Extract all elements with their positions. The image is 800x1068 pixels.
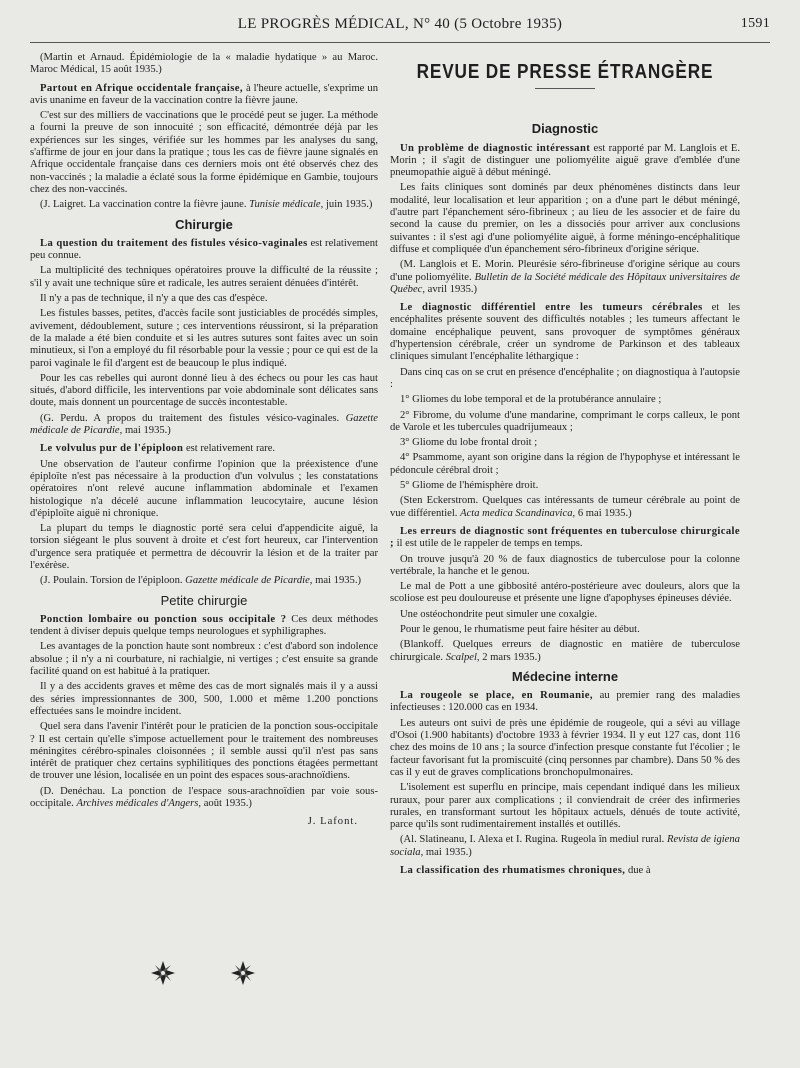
article-erreurs: Les erreurs de diagnostic sont fréquentes en tuberculose chirurgicale ; il est utile de le rappeler de temps en temps. On trouve jusqu'à 20 % de faux diagnostics de tuberculose pour la colonne vertébrale, la hanche et le genou. Le mal de Pott a une gibbosité antéro-postérieure avec douleurs, alors que la scoliose est peu douloureuse et présente une ligne d'apophyses épineuses déviée. Une ostéochondrite peut simuler une coxalgie. Pour le genou, le rhumatisme peut faire hésiter au début. (Blankoff. Quelques erreurs de diagnostic en matière de tuberculose chirurgicale. Scalpel, 2 mars 1935.) (390, 525, 740, 663)
page-number: 1591 (740, 16, 770, 31)
citation: (G. Perdu. A propos du traitement des fistules vésico-vaginales. Gazette médicale de Picardie, mai 1935.) (30, 412, 378, 437)
journal-title: LE PROGRÈS MÉDICAL, N° 40 (5 Octobre 1935) (237, 16, 563, 32)
header-rule (30, 42, 770, 43)
citation: (M. Langlois et E. Morin. Pleurésie séro-fibrineuse d'origine sérique au cours d'une poliomyélite. Bulletin de la Société médicale des Hôpitaux universitaires de Québec, avril 1935.) (390, 259, 740, 295)
paragraph: C'est sur des milliers de vaccinations que le procédé peut se juger. La méthode a fourni la preuve de son innocuité ; son efficacité, démontrée déjà par les expériences sur les singes, vérifiée sur les hommes par les analyses du sang, s'affirme de jour en jour dans la pratique ; tous les cas de fièvre jaune signalés en Afrique occidentale française dans ces derniers mois ont été observés chez des non-vaccinés ; la maladie a éclaté sous la forme épidémique en Gambie, toujours chez des non-vaccinés. (30, 110, 378, 195)
paragraph: Les avantages de la ponction haute sont nombreux : c'est d'abord son indolence absolue ; il n'y a ni courbature, ni rachialgie, ni vertiges ; c'est ensuite sa grande facilité quand on est habitué à la pratiquer. (30, 641, 378, 678)
article-lead: Le diagnostic différentiel entre les tumeurs cérébrales (400, 302, 703, 314)
article-tumeurs: Le diagnostic différentiel entre les tumeurs cérébrales et les encéphalites présente souvent des difficultés notables ; les tumeurs affectant le domaine encéphalique peuvent, sans provoquer de symptômes généraux d'hypertension cérébrale, créer un syndrome de Parkinson et des tableaux cliniques simulant l'encéphalite léthargique : Dans cinq cas on se crut en présence d'encéphalite ; on diagnostiqua à l'autopsie : 1° Gliomes du lobe temporal et de la protubérance annulaire ; 2° Fibrome, du volume d'une mandarine, comprimant le corps calleux, le pont de Varole et les tubercules quadrijumeaux ; 3° Gliome du lobe frontal droit ; 4° Psammome, ayant son origine dans la région de l'hypophyse et intéressant le pédoncule cérébral droit ; 5° Gliome de l'hémisphère droit. (Sten Eckerstrom. Quelques cas intéressants de tumeur cérébrale au point de vue différentiel. Acta medica Scandinavica, 6 mai 1935.) (390, 302, 740, 519)
article-lead: La rougeole se place, en Roumanie, (400, 690, 593, 702)
paragraph: Une ostéochondrite peut simuler une coxalgie. (400, 608, 598, 620)
ornament-star-icon (150, 960, 176, 986)
paragraph: Quel sera dans l'avenir l'intérêt pour le praticien de la ponction sous-occipitale ? Il est certain qu'elle s'impose actuellement pour le traitement des nombreuses méningites cérébro-spinales cloisonnées ; il semble aussi qu'il n'est pas sans intérêt de pratiquer chez certains syphilitiques des ponctions étagées permettant de trouver une lésion, localisée en un point des espaces sous-arachnoïdiens. (30, 721, 378, 782)
section-heading-chirurgie: Chirurgie (175, 216, 233, 232)
paragraph: Pour le genou, le rhumatisme peut faire hésiter au début. (400, 623, 640, 635)
paragraph: Il y a des accidents graves et même des cas de mort signalés mais il y a aussi des séries impressionnantes de 300, 500, 1.000 et même 1.200 ponctions effectuées sans le moindre incident. (30, 681, 378, 717)
paragraph: Il n'y a pas de technique, il n'y a que des cas d'espèce. (40, 293, 268, 305)
list-item: 2° Fibrome, du volume d'une mandarine, comprimant le corps calleux, le pont de Varole et les tubercules quadrijumeaux ; (390, 409, 740, 433)
paragraph: La plupart du temps le diagnostic porté sera celui d'appendicite aiguë, la torsion siégeant le plus souvent à droite et c'est fort heureux, car l'intervention d'urgence sera pratiquée et permettra de découvrir la lésion et de la traiter par l'exérèse. (30, 523, 378, 571)
article-lead: Un problème de diagnostic intéressant (400, 142, 591, 154)
paragraph: Le mal de Pott a une gibbosité antéro-postérieure avec douleurs, alors que la scoliose est peu douloureuse et présente une ligne d'apophyses épineuses déviée. (390, 581, 740, 605)
article-ponction: Ponction lombaire ou ponction sous occipitale ? Ces deux méthodes tendent à diviser depuis quelque temps neurologues et syphiligraphes. Les avantages de la ponction haute sont nombreux : c'est d'abord son indolence absolue ; il n'y a ni courbature, ni rachialgie, ni vertiges ; c'est ensuite sa grande facilité quand on est habitué à la pratiquer. Il y a des accidents graves et même des cas de mort signalés mais il y a aussi des séries impressionnantes de 300, 500, 1.000 et même 1.200 ponctions effectuées sans le moindre incident. Quel sera dans l'avenir l'intérêt pour le praticien de la ponction sous-occipitale ? Il est certain qu'elle s'impose actuellement pour le traitement des nombreuses méningites cérébro-spinales cloisonnées ; il semble aussi qu'il n'est pas sans intérêt de pratiquer chez certains syphilitiques des ponctions étagées permettant de trouver une lésion, localisée en un point des espaces sous-arachnoïdiens. (D. Denéchau. La ponction de l'espace sous-arachnoïdien par voie sous-occipitale. Archives médicales d'Angers, août 1935.) (30, 613, 378, 810)
article-lead: Ponction lombaire ou ponction sous occipitale ? (40, 613, 287, 625)
paragraph: Pour les cas rebelles qui auront donné lieu à des échecs ou pour les cas haut situés, d'abord difficile, les interventions par voie abdominale sont délicates sans doute, mais donnent un pourcentage de succès incontestable. (30, 372, 378, 409)
article-rhumatismes: La classification des rhumatismes chroniques, due à (400, 865, 651, 877)
section-heading-petite-chirurgie: Petite chirurgie (160, 592, 248, 608)
article-lead: Le volvulus pur de l'épiploon (40, 443, 184, 455)
paragraph: Une observation de l'auteur confirme l'opinion que la préexistence d'une épiploïte n'est pas nécessaire à la production d'un volvulus ; les constatations opératoires n'ont relevé aucune inflammation abdominale et l'examen histologique n'a décelé aucune inflammation leucocytaire, aucune lésion d'épiploïte aiguë ni chronique. (30, 458, 378, 519)
list-item: 1° Gliomes du lobe temporal et de la protubérance annulaire ; (400, 394, 662, 406)
paragraph: L'isolement est superflu en principe, mais cependant indiqué dans les milieux ruraux, pour parer aux complications ; il conviendrait de créer des infirmeries rurales, en transformant surtout les hôpitaux actuels, dénués de toute activité, parce qu'ils sont rudimentairement installés et outillés. (390, 782, 740, 831)
citation: (Sten Eckerstrom. Quelques cas intéressants de tumeur cérébrale au point de vue différentiel. Acta medica Scandinavica, 6 mai 1935.) (390, 495, 740, 519)
article-probleme: Un problème de diagnostic intéressant est rapporté par M. Langlois et E. Morin ; il s'agit de distinguer une poliomyélite aiguë grave d'emblée d'une pneumopathie aiguë à début méningé. Les faits cliniques sont dominés par deux phénomènes distincts dans leur modalité, leur localisation et leur apparition ; on a d'une part le début méningé, d'autre part l'épanchement séro-fibrineux ; au lieu de les associer et de faire du second la cause du premier, on les a dissociés pour arriver aux conclusions suivantes : il s'est agi d'une poliomyélite aiguë, à forme méningo-encéphalitique diffuse et compliquée d'un épanchement séro-fibrineux d'origine sérique. (M. Langlois et E. Morin. Pleurésie séro-fibrineuse d'origine sérique au cours d'une poliomyélite. Bulletin de la Société médicale des Hôpitaux universitaires de Québec, avril 1935.) (390, 142, 740, 295)
section-heading-diagnostic: Diagnostic (531, 121, 599, 137)
article-text: à l'heure actuelle, s'exprime un avis unanime en faveur de la vaccination contre la fièvre jaune. (30, 82, 378, 106)
citation: (Blankoff. Quelques erreurs de diagnostic en matière de tuberculose chirurgicale. Scalpel, 2 mars 1935.) (390, 639, 740, 663)
article-afrique (30, 83, 378, 212)
paragraph: On trouve jusqu'à 20 % de faux diagnostics de tuberculose pour la colonne vertébrale, la hanche et le genou. (390, 553, 740, 577)
article-fistules: La question du traitement des fistules vésico-vaginales est relativement peu connue. La multiplicité des techniques opératoires prouve la difficulté de la réussite ; s'il y avait une technique sûre et radicale, les autres seraient dénuées d'intérêt. Il n'y a pas de technique, il n'y a que des cas d'espèce. Les fistules basses, petites, d'accès facile sont justiciables de procédés simples, avivement, dédoublement, suture ; ces interventions réussiront, si la préparation de la malade a été bien conduite et si les autres sutures sont faites avec un soin minutieux, si l'on a employé du fil résorbable pour la vessie ; pour ce qui est de la paroi vaginale le fil d'argent est de beaucoup le plus indiqué. Pour les cas rebelles qui auront donné lieu à des échecs ou pour les cas haut situés, d'abord difficile, les interventions par voie abdominale sont délicates sans doute, mais donnent un pourcentage de succès incontestable. (G. Perdu. A propos du traitement des fistules vésico-vaginales. Gazette médicale de Picardie, mai 1935.) (30, 237, 378, 437)
paragraph: La multiplicité des techniques opératoires prouve la difficulté de la réussite ; s'il y avait une technique sûre et radicale, les autres seraient dénuées d'intérêt. (30, 265, 378, 289)
ornament-star-icon (230, 960, 256, 986)
list-item: 5° Gliome de l'hémisphère droit. (400, 480, 539, 492)
list-item: 4° Psammome, ayant son origine dans la région de l'hypophyse et intéressant le pédoncule cérébral droit ; (390, 452, 740, 476)
section-heading-medecine-interne: Médecine interne (511, 668, 619, 684)
paragraph: Les fistules basses, petites, d'accès facile sont justiciables de procédés simples, avivement, dédoublement, suture ; ces interventions réussiront, si la préparation de la malade a été bien conduite et si les autres sutures sont faites avec un soin minutieux, si l'on a employé du fil résorbable pour la vessie ; pour ce qui est de la paroi vaginale le fil d'argent est de beaucoup le plus indiqué. (30, 308, 378, 369)
article-rougeole: La rougeole se place, en Roumanie, au premier rang des maladies infectieuses : 120.000 cas en 1934. Les auteurs ont suivi de près une épidémie de rougeole, qui a sévi au village d'Osoi (1.900 habitants) d'octobre 1933 à février 1934. Il y eut 127 cas, dont 116 chez des moins de 10 ans ; la source d'infection presque constante fut l'écolier ; le facteur favorisant fut la promiscuité (cinq personnes par chambre). Dans 50 % des cas il y eut de graves complications bronchopulmonaires. L'isolement est superflu en principe, mais cependant indiqué dans les milieux ruraux, pour parer aux complications ; il conviendrait de créer des infirmeries rurales, en transformant surtout les hôpitaux actuels, dénués de toute activité, parce qu'ils sont rudimentairement installés et outillés. (Al. Slatineanu, I. Alexa et I. Rugina. Rugeola în mediul rural. Revista de igiena sociala, mai 1935.) (390, 690, 740, 858)
intro-citation: (Martin et Arnaud. Épidémiologie de la « maladie hydatique » au Maroc. Maroc Médical, 15 août 1935.) (30, 52, 378, 76)
citation: (Al. Slatineanu, I. Alexa et I. Rugina. Rugeola în mediul rural. Revista de igiena sociala, mai 1935.) (390, 834, 740, 858)
paragraph: Les auteurs ont suivi de près une épidémie de rougeole, qui a sévi au village d'Osoi (1.900 habitants) d'octobre 1933 à février 1934. Il y eut 127 cas, dont 116 chez des moins de 10 ans ; la source d'infection presque constante fut l'écolier ; le facteur favorisant fut la promiscuité (cinq personnes par chambre). Dans 50 % des cas il y eut de graves complications bronchopulmonaires. (390, 717, 740, 778)
paragraph: Les faits cliniques sont dominés par deux phénomènes distincts dans leur modalité, leur localisation et leur apparition ; on a d'une part le début méningé, d'autre part l'épanchement séro-fibrineux ; au lieu de les associer et de faire du second la cause du premier, on les a dissociés pour arriver aux conclusions suivantes : il s'est agi d'une poliomyélite aiguë, à forme méningo-encéphalitique diffuse et compliquée d'un épanchement séro-fibrineux d'origine sérique. (390, 182, 740, 255)
left-column (30, 52, 378, 837)
article-lead: La classification des rhumatismes chroniques, (400, 865, 626, 877)
title-rule (535, 88, 595, 89)
article-lead: Partout en Afrique occidentale française, (40, 82, 243, 94)
ornaments (150, 960, 306, 991)
citation: (J. Laigret. La vaccination contre la fièvre jaune. Tunisie médicale, juin 1935.) (40, 199, 373, 211)
list-item: 3° Gliome du lobe frontal droit ; (400, 437, 538, 449)
article-volvulus: Le volvulus pur de l'épiploon est relativement rare. Une observation de l'auteur confirme l'opinion que la préexistence d'une épiploïte n'est pas nécessaire à la production d'un volvulus ; les constatations opératoires n'ont relevé aucune inflammation abdominale et l'examen histologique n'a décelé aucune inflammation leucocytaire, aucune lésion d'épiploïte aiguë ni chronique. La plupart du temps le diagnostic porté sera celui d'appendicite aiguë, la torsion siégeant le plus souvent à droite et c'est fort heureux, car l'intervention d'urgence sera pratiquée et permettra de découvrir la lésion et de la traiter par l'exérèse. (J. Poulain. Torsion de l'épiploon. Gazette médicale de Picardie, mai 1935.) (30, 443, 378, 587)
article-lead: Les erreurs de diagnostic sont fréquentes en tuberculose chirurgicale ; (390, 525, 740, 550)
right-column (390, 52, 740, 880)
diagnosis-list (390, 394, 740, 492)
section-title-revue: REVUE DE PRESSE ÉTRANGÈRE (416, 61, 714, 83)
running-head (30, 16, 770, 38)
citation: (D. Denéchau. La ponction de l'espace sous-arachnoïdien par voie sous-occipitale. Archives médicales d'Angers, août 1935.) (30, 785, 378, 810)
citation: (J. Poulain. Torsion de l'épiploon. Gazette médicale de Picardie, mai 1935.) (40, 575, 362, 587)
paragraph: Dans cinq cas on se crut en présence d'encéphalite ; on diagnostiqua à l'autopsie : (390, 366, 740, 390)
article-lead: La question du traitement des fistules vésico-vaginales (40, 237, 308, 249)
author-signature: J. Lafont. (307, 816, 358, 828)
